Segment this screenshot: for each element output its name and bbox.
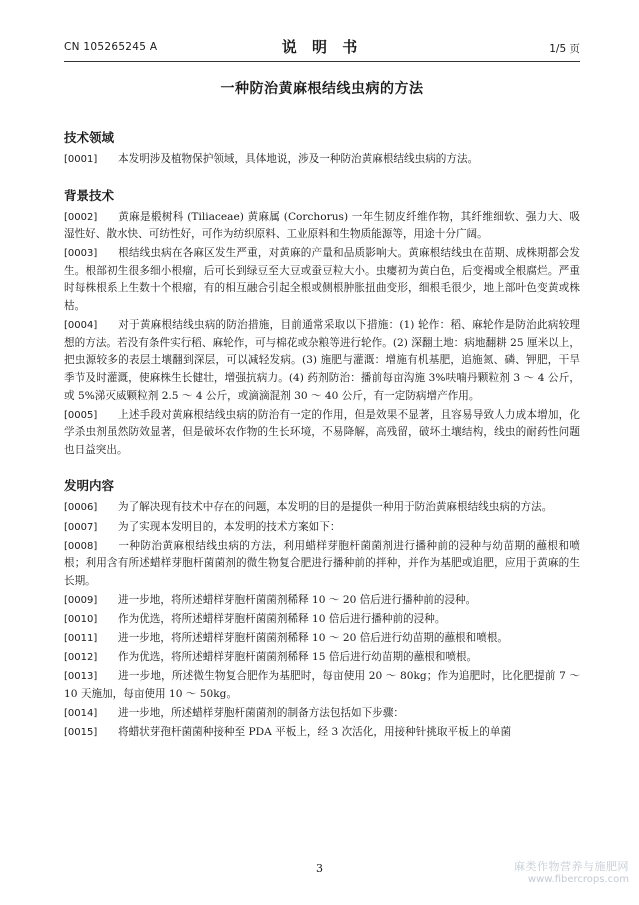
paragraph-text: 上述手段对黄麻根结线虫病的防治有一定的作用，但是效果不显著，且容易导致人力成本增加，化学杀虫剂虽然防效显著，但是破坏农作物的生长环境，不易降解，高残留，破坏土壤结构，线虫的耐药性问题也日益突出。: [64, 408, 580, 456]
paragraph: [64, 649, 580, 667]
paragraph-text: 为了解决现有技术中存在的问题，本发明的目的是提供一种用于防治黄麻根结线虫病的方法。: [118, 501, 553, 514]
paragraph-number: [0003]: [64, 248, 98, 260]
paragraph-text: 将蜡状芽孢杆菌菌种接种至 PDA 平板上，经 3 次活化，用接种针挑取平板上的单菌: [118, 726, 512, 739]
paragraph-number: [0007]: [64, 521, 98, 533]
paragraph-text: 进一步地，将所述蜡样芽胞杆菌菌剂稀释 10 ～ 20 倍后进行播种前的浸种。: [118, 593, 477, 606]
paragraph-text: 黄麻是椴树科 (Tiliaceae) 黄麻属 (Corchorus) 一年生韧皮纤维作物，其纤维细软、强力大、吸湿性好、散水快、可纺性好，可作为纺织原料、工业原料和生物质能源等，用途十分广阔。: [64, 210, 580, 241]
paragraph-text: 作为优选，将所述蜡样芽胞杆菌菌剂稀释 10 倍后进行播种前的浸种。: [118, 612, 446, 625]
paragraph: [64, 611, 580, 629]
page-number: 3: [316, 862, 323, 875]
page-header: [64, 36, 580, 58]
paragraph: [64, 538, 580, 591]
paragraph-text: 一种防治黄麻根结线虫病的方法，利用蜡样芽胞杆菌菌剂进行播种前的浸种与幼苗期的蘸根和喷根；利用含有所述蜡样芽胞杆菌菌剂的微生物复合肥进行播种前的拌种，并作为基肥或追肥，应用于黄麻的生长期。: [64, 539, 580, 587]
watermark: [514, 860, 629, 886]
document-title: 一种防治黄麻根结线虫病的方法: [220, 81, 424, 97]
header-page-count: 1/5 页: [549, 43, 580, 55]
paragraph-text: 进一步地，所述微生物复合肥作为基肥时，每亩使用 20 ～ 80kg；作为追肥时，比化肥提前 7 ～ 10 天施加，每亩使用 10 ～ 50kg。: [64, 670, 580, 700]
paragraph-text: 作为优选，将所述蜡样芽胞杆菌菌剂稀释 15 倍后进行幼苗期的蘸根和喷根。: [118, 651, 478, 664]
paragraph-text: 进一步地，将所述蜡样芽胞杆菌菌剂稀释 10 ～ 20 倍后进行幼苗期的蘸根和喷根。: [118, 632, 509, 645]
paragraph: [64, 499, 580, 517]
section: [64, 128, 580, 169]
watermark-site-name: 麻类作物营养与施肥网: [514, 860, 629, 873]
paragraph-number: [0004]: [64, 320, 98, 332]
paragraph-number: [0009]: [64, 594, 98, 606]
paragraph: [64, 407, 580, 460]
paragraph: [64, 245, 580, 315]
sections-container: [64, 128, 580, 742]
section-heading: 背景技术: [64, 187, 115, 203]
paragraph-number: [0008]: [64, 540, 98, 552]
paragraph: [64, 668, 580, 703]
paragraph-text: 本发明涉及植物保护领域，具体地说，涉及一种防治黄麻根结线虫病的方法。: [118, 153, 479, 165]
section: [64, 476, 580, 741]
paragraph: [64, 317, 580, 405]
paragraph-text: 根结线虫病在各麻区发生严重，对黄麻的产量和品质影响大。黄麻根结线虫在苗期、成株期都会发生。根部初生很多细小根瘤，后可长到绿豆至大豆或蚕豆粒大小。虫瘿初为黄白色，后变褐或全根腐烂。严重时每株根系上生数十个根瘤，有的相互融合引起全根或侧根肿胀扭曲变形，细根毛很少，地上部叶色变黄或株枯。: [64, 247, 580, 313]
header-rule: [64, 61, 580, 62]
paragraph-text: 为了实现本发明目的，本发明的技术方案如下：: [118, 520, 341, 533]
paragraph-number: [0011]: [64, 633, 98, 645]
section-heading: 发明内容: [64, 478, 115, 494]
paragraph-number: [0012]: [64, 652, 98, 664]
paragraph: [64, 519, 580, 537]
document-body: [64, 78, 580, 759]
paragraph-number: [0014]: [64, 707, 98, 719]
paragraph-number: [0015]: [64, 727, 98, 739]
section: [64, 186, 580, 460]
watermark-url: www.fibercrops.com: [527, 874, 629, 885]
paragraph: [64, 705, 580, 723]
header-title: 说 明 书: [281, 38, 363, 56]
paragraph-number: [0013]: [64, 671, 98, 683]
publication-number: CN 105265245 A: [64, 41, 158, 53]
paragraph: [64, 209, 580, 244]
paragraph-number: [0006]: [64, 502, 98, 514]
paragraph-number: [0005]: [64, 409, 98, 421]
paragraph-number: [0001]: [64, 154, 98, 165]
paragraph: [64, 592, 580, 610]
paragraph-number: [0010]: [64, 613, 98, 625]
paragraph-text: 对于黄麻根结线虫病的防治措施，目前通常采取以下措施：(1) 轮作：稻、麻轮作是防治此病较理想的方法。若没有条件实行稻、麻轮作，可与棉花或杂粮等进行轮作。(2) 深翻土地：病地翻耕 25 厘米以上，把虫源较多的表层土壤翻到深层，可以减轻发病。(3) 施肥与灌溉：增施有机基肥，追施氮、磷、钾肥，干旱季节及时灌溉，使麻株生长健壮，增强抗病力。(4) 药剂防治：播前每亩沟施 3%呋喃丹颗粒剂 3 ～ 4 公斤，或 5%涕灭威颗粒剂 2.5 ～ 4 公斤，或滴滴混剂 30 ～ 40 公斤，有一定防病增产作用。: [64, 319, 580, 402]
paragraph: [64, 151, 580, 169]
paragraph: [64, 630, 580, 648]
paragraph-text: 进一步地，所述蜡样芽胞杆菌菌剂的制备方法包括如下步骤：: [118, 706, 405, 719]
section-heading: 技术领域: [64, 130, 115, 145]
paragraph-number: [0002]: [64, 211, 98, 223]
paragraph: [64, 724, 580, 742]
